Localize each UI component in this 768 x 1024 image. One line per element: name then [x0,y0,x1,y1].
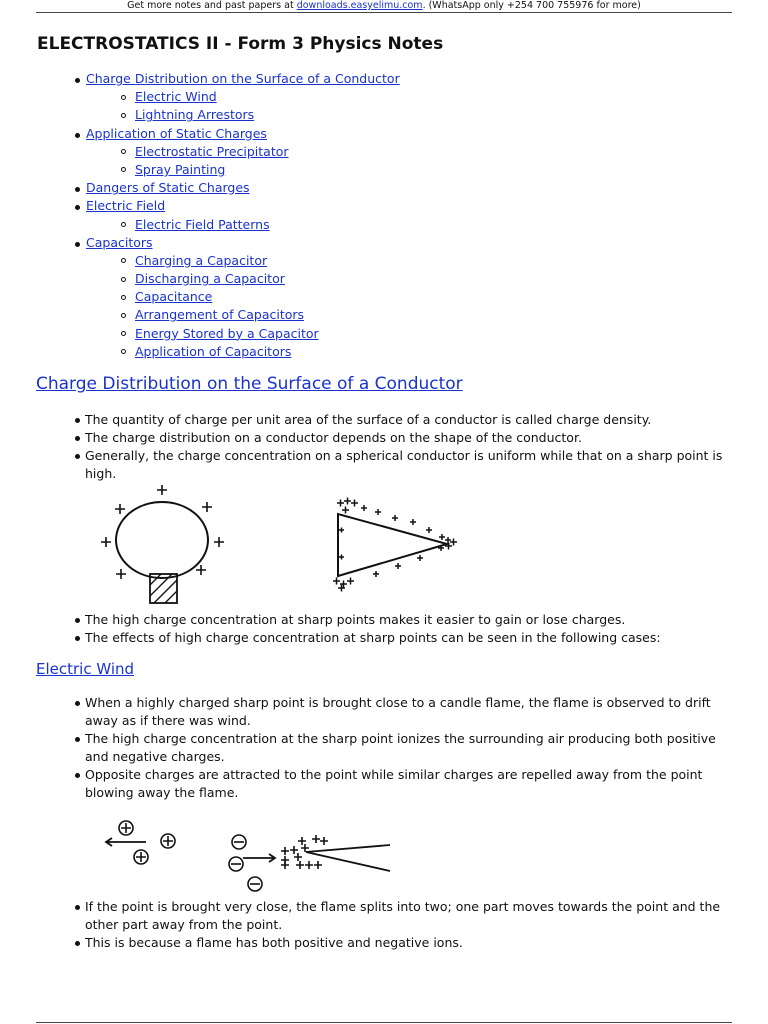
toc-link[interactable]: Spray Painting [135,161,226,177]
spherical-conductor-diagram [101,485,224,603]
toc-item [36,234,400,252]
header-suffix-text: . (WhatsApp only +254 700 755976 for more) [422,0,641,11]
footer-divider [36,1022,732,1023]
toc-link[interactable]: Discharging a Capacitor [135,271,285,287]
toc-item [36,70,400,88]
flame-split-bullets [36,898,736,952]
toc-link[interactable]: Capacitance [135,289,213,305]
toc-link[interactable]: Dangers of Static Charges [86,180,250,196]
pointed-conductor-diagram [333,498,457,592]
page-title: ELECTROSTATICS II - Form 3 Physics Notes [37,34,444,54]
toc-link[interactable]: Lightning Arrestors [135,107,255,123]
toc-link[interactable]: Electric Field Patterns [135,216,270,232]
triangle-plus-charges [333,498,457,592]
toc-item [36,88,400,106]
header-download-link[interactable]: downloads.easyelimu.com [296,0,423,11]
toc-link[interactable]: Electrostatic Precipitator [135,143,289,159]
toc-link[interactable]: Charge Distribution on the Surface of a Conductor [86,71,400,86]
toc-item [36,216,400,234]
sharp-point-charges [281,835,390,871]
charge-distribution-bullets [36,411,736,483]
toc-item [36,179,400,197]
list-item: The charge distribution on a conductor depends on the shape of the conductor. [36,429,736,447]
triangle-outline [338,514,447,576]
section-heading-link[interactable]: Electric Wind [36,660,135,678]
section-heading-link[interactable]: Charge Distribution on the Surface of a Conductor [36,374,463,394]
charge-distribution-figure [95,490,475,610]
electric-wind-figure [100,815,400,895]
toc-item [36,252,400,270]
toc-item [36,288,400,306]
toc-item [36,161,400,179]
table-of-contents [36,70,400,361]
toc-link[interactable]: Application of Capacitors [135,343,292,359]
toc-item [36,125,400,143]
attracted-negative-ions [229,835,275,891]
list-item: Generally, the charge concentration on a spherical conductor is uniform while that on a sharp point is high. [36,447,736,483]
toc-link[interactable]: Energy Stored by a Capacitor [135,325,319,341]
header-prefix-text: Get more notes and past papers at [127,0,294,11]
toc-item [36,343,400,361]
list-item: If the point is brought very close, the flame splits into two; one part moves towards the point and the other part away from the point. [36,898,736,934]
toc-item [36,325,400,343]
list-item: When a highly charged sharp point is brought close to a candle flame, the flame is observed to drift away as if there was wind. [36,694,736,730]
toc-item [36,306,400,324]
sphere-plus-charges [101,485,224,579]
charge-effects-bullets [36,611,736,647]
list-item: The quantity of charge per unit area of the surface of a conductor is called charge density. [36,411,736,429]
list-item: This is because a flame has both positive and negative ions. [36,934,736,952]
toc-item [36,106,400,124]
toc-item [36,197,400,215]
page-header-banner [36,0,732,13]
toc-link[interactable]: Charging a Capacitor [135,252,268,268]
toc-item [36,143,400,161]
toc-link[interactable]: Application of Static Charges [86,125,267,141]
left-arrow [106,838,146,846]
section-heading-charge-distribution[interactable] [36,374,463,394]
toc-link[interactable]: Electric Field [86,198,166,214]
toc-item [36,270,400,288]
repelled-positive-ions [106,821,175,864]
section-heading-electric-wind[interactable] [36,660,134,678]
electric-wind-bullets [36,694,736,802]
sphere-outline [116,502,208,578]
list-item: The high charge concentration at the sharp point ionizes the surrounding air producing both positive and negative charges. [36,730,736,766]
toc-link[interactable]: Capacitors [86,234,153,250]
right-arrow [243,854,275,862]
list-item: The high charge concentration at sharp points makes it easier to gain or lose charges. [36,611,736,629]
list-item: The effects of high charge concentration at sharp points can be seen in the following cases: [36,629,736,647]
toc-link[interactable]: Arrangement of Capacitors [135,307,305,323]
toc-link[interactable]: Electric Wind [135,89,217,105]
list-item: Opposite charges are attracted to the point while similar charges are repelled away from the point blowing away the flame. [36,766,736,802]
